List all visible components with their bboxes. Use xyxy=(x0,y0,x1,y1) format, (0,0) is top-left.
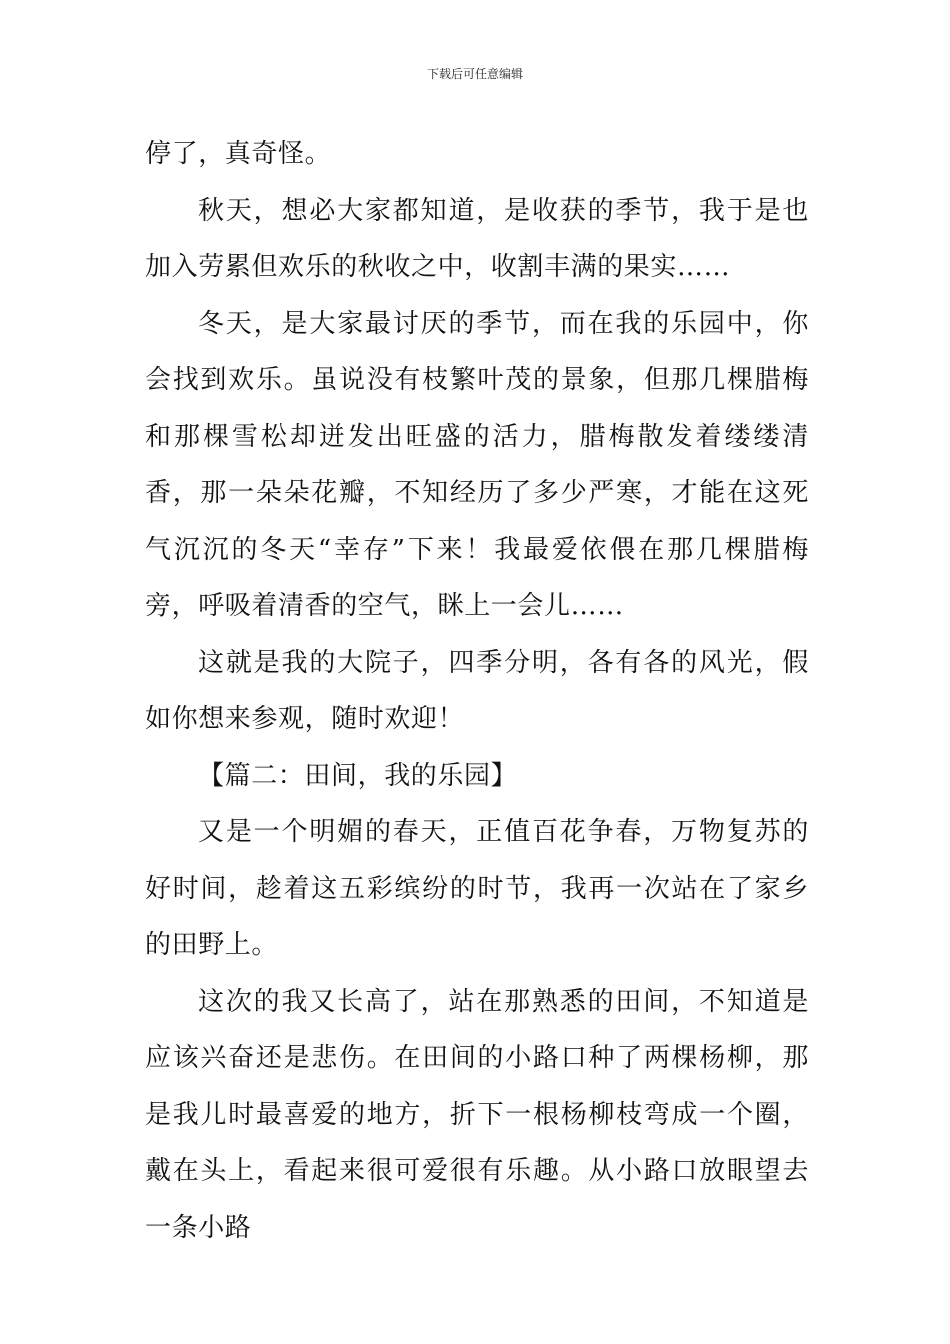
paragraph-2: 秋天，想必大家都知道，是收获的季节，我于是也加入劳累但欢乐的秋收之中，收割丰满的果实…… xyxy=(145,195,809,282)
paragraph-1: 停了，真奇怪。 xyxy=(145,139,332,169)
paragraph-5: 又是一个明媚的春天，正值百花争春，万物复苏的好时间，趁着这五彩缤纷的时节，我再一次站在了家乡的田野上。 xyxy=(145,817,809,960)
paragraph-3: 冬天，是大家最讨厌的季节，而在我的乐园中，你会找到欢乐。虽说没有枝繁叶茂的景象，但那几棵腊梅和那棵雪松却迸发出旺盛的活力，腊梅散发着缕缕清香，那一朵朵花瓣，不知经历了多少严寒，才能在这死气沉沉的冬天“幸存”下来！我最爱依偎在那几棵腊梅旁，呼吸着清香的空气，眯上一会儿…… xyxy=(145,308,809,621)
section-heading: 【篇二：田间，我的乐园】 xyxy=(198,760,518,791)
paragraph-6: 这次的我又长高了，站在那熟悉的田间，不知道是应该兴奋还是悲伤。在田间的小路口种了两棵杨柳，那是我儿时最喜爱的地方，折下一根杨柳枝弯成一个圈，戴在头上，看起来很可爱很有乐趣。从小路口放眼望去一条小路 xyxy=(145,986,809,1243)
page-header: 下载后可任意编辑 xyxy=(426,67,523,81)
document-body xyxy=(145,126,809,1256)
paragraph-4: 这就是我的大院子，四季分明，各有各的风光，假如你想来参观，随时欢迎！ xyxy=(145,647,809,734)
